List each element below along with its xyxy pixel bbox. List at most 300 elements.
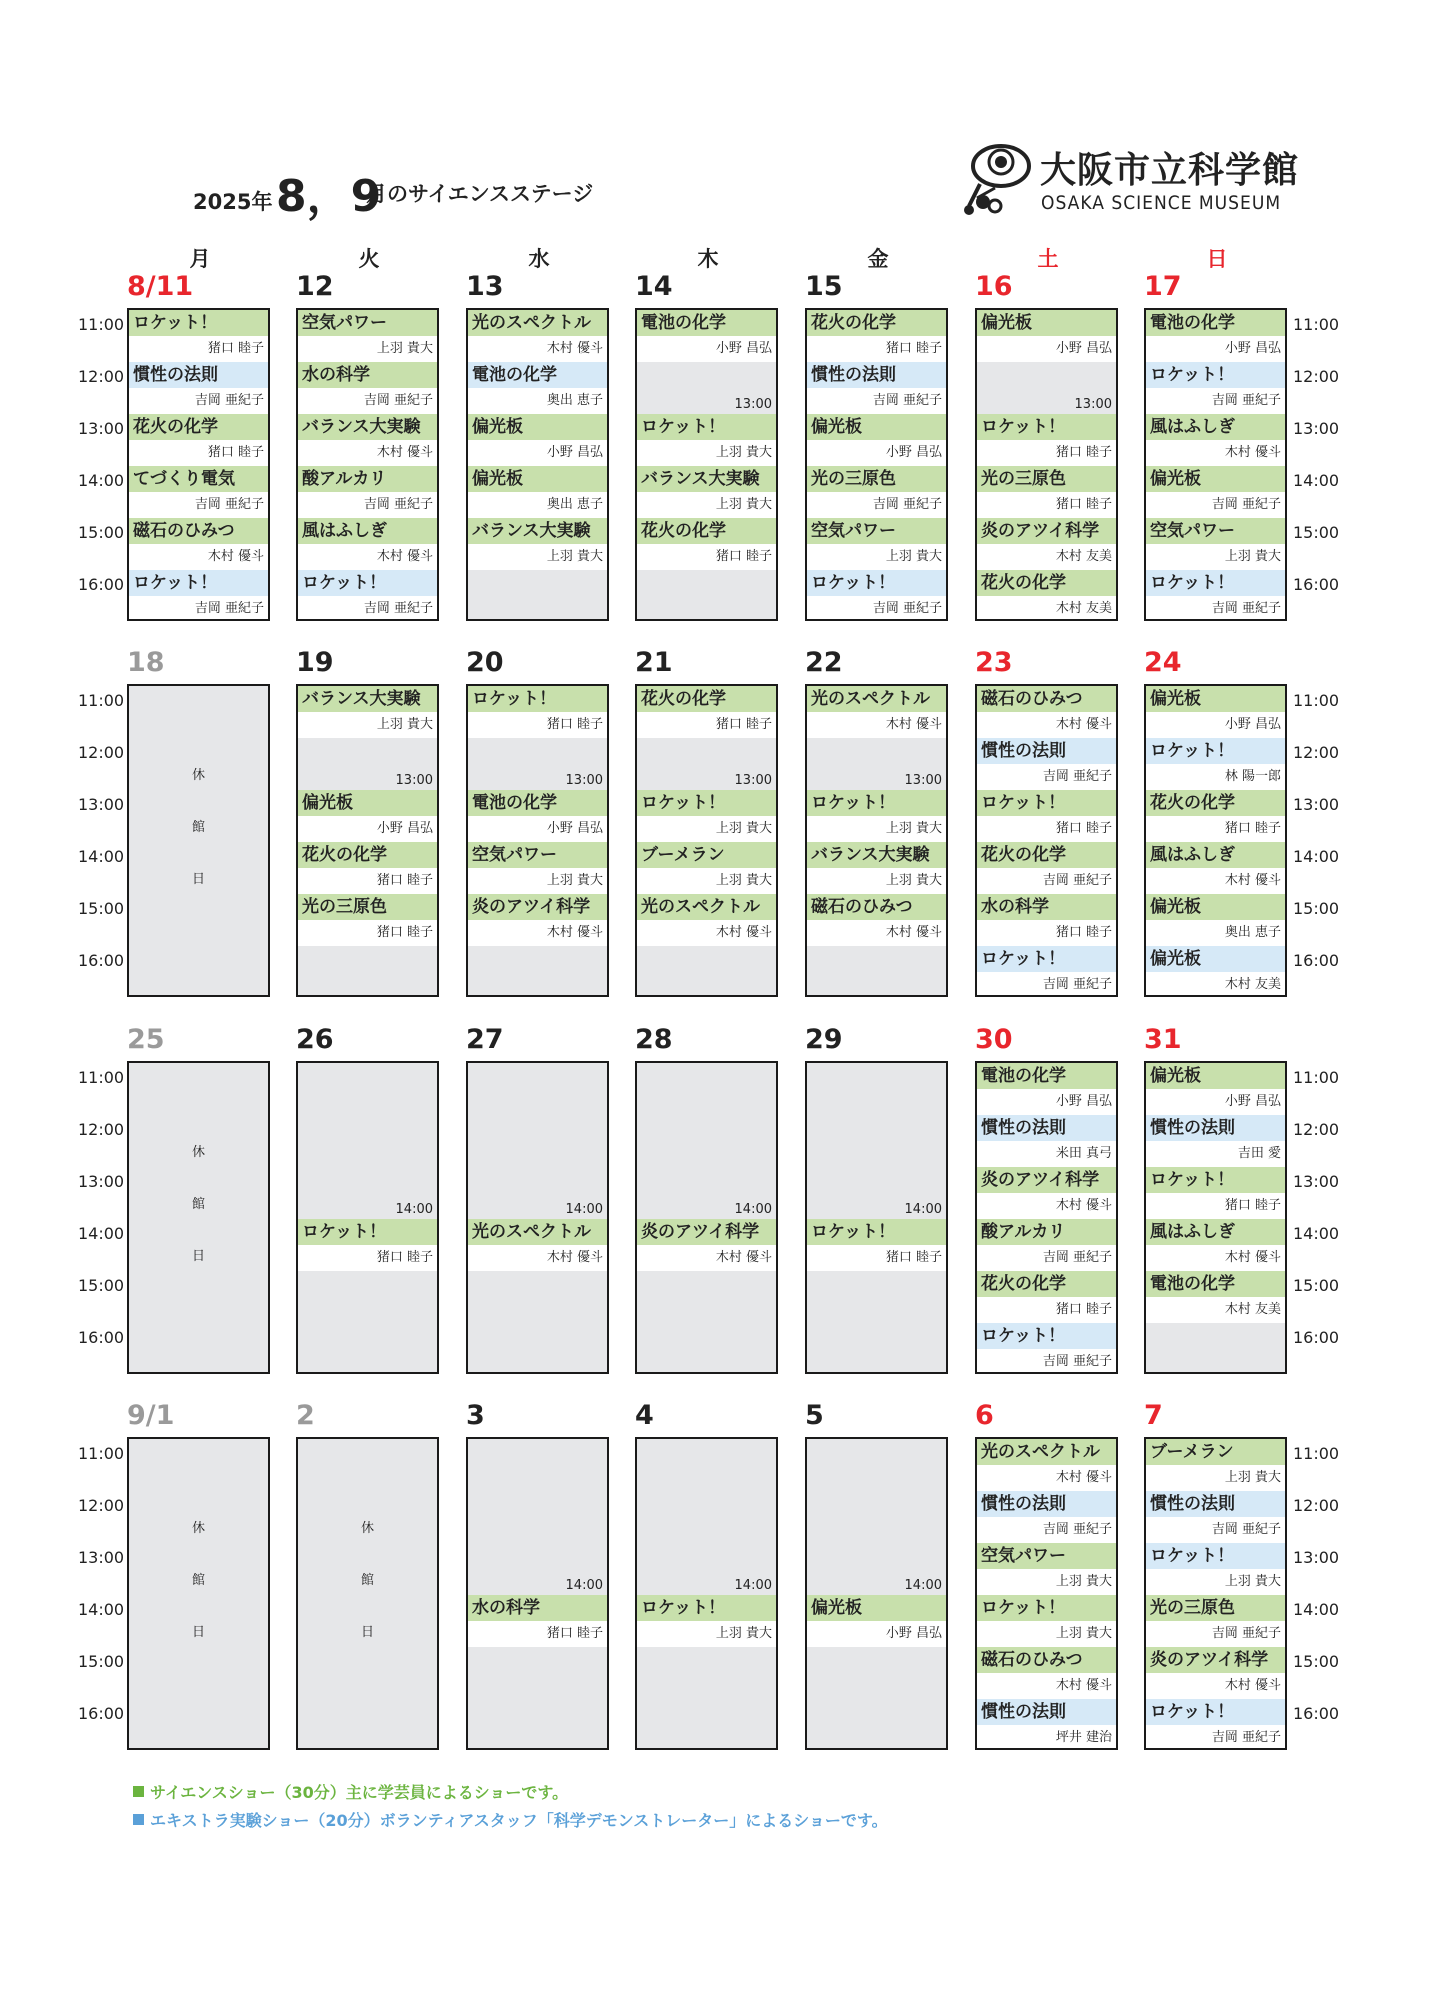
presenter-name: 木村 優斗 — [807, 920, 946, 946]
time-label-left: 15:00 — [78, 899, 125, 918]
presenter-name: 吉岡 亜紀子 — [977, 972, 1116, 997]
show-title: ブーメラン — [1146, 1439, 1285, 1465]
show-slot — [977, 1219, 1116, 1271]
empty-slot — [1146, 1323, 1285, 1374]
time-label-left: 13:00 — [78, 1548, 125, 1567]
presenter-name: 上羽 貴大 — [977, 1621, 1116, 1647]
day-cell — [1144, 684, 1287, 997]
weekday-header: 水 — [528, 247, 550, 271]
date-number: 27 — [466, 1024, 504, 1055]
day-cell — [635, 684, 778, 997]
show-slot — [637, 466, 776, 518]
date-number: 20 — [466, 647, 504, 678]
presenter-name: 上羽 貴大 — [1146, 1465, 1285, 1491]
show-title: 光のスペクトル — [977, 1439, 1116, 1465]
time-label-left: 11:00 — [78, 1444, 125, 1463]
presenter-name: 上羽 貴大 — [807, 816, 946, 842]
show-title: 電池の化学 — [977, 1063, 1116, 1089]
day-cell — [296, 308, 439, 621]
show-title: 電池の化学 — [1146, 1271, 1285, 1297]
show-title: 磁石のひみつ — [977, 1647, 1116, 1673]
title-rest: 月のサイエンスステージ — [366, 182, 594, 206]
show-slot — [468, 1595, 607, 1647]
show-title: バランス大実験 — [807, 842, 946, 868]
no-show-period — [637, 1647, 776, 1750]
empty-slot — [807, 946, 946, 997]
no-show-period — [637, 362, 776, 414]
day-cell — [975, 1437, 1118, 1750]
show-title: 炎のアツイ科学 — [977, 518, 1116, 544]
show-slot — [298, 570, 437, 621]
date-number: 22 — [805, 647, 843, 678]
presenter-name: 小野 昌弘 — [1146, 712, 1285, 738]
time-label-right: 13:00 — [1293, 795, 1340, 814]
show-title: 風はふしぎ — [1146, 1219, 1285, 1245]
presenter-name: 木村 優斗 — [1146, 440, 1285, 466]
start-time-note: 14:00 — [395, 1202, 433, 1217]
start-time-note: 13:00 — [565, 773, 603, 788]
show-slot — [1146, 1543, 1285, 1595]
time-label-right: 11:00 — [1293, 1444, 1340, 1463]
day-cell — [805, 684, 948, 997]
presenter-name: 吉岡 亜紀子 — [977, 1245, 1116, 1271]
time-label-right: 15:00 — [1293, 899, 1340, 918]
show-slot — [1146, 738, 1285, 790]
presenter-name: 吉岡 亜紀子 — [977, 868, 1116, 894]
time-label-right: 15:00 — [1293, 523, 1340, 542]
weekday-header: 木 — [697, 247, 719, 271]
show-title: ロケット！ — [298, 570, 437, 596]
time-label-right: 16:00 — [1293, 575, 1340, 594]
show-slot — [637, 414, 776, 466]
show-slot — [129, 362, 268, 414]
presenter-name: 吉岡 亜紀子 — [298, 596, 437, 621]
presenter-name: 木村 優斗 — [298, 440, 437, 466]
show-slot — [977, 1439, 1116, 1491]
show-title: ロケット！ — [129, 310, 268, 336]
weekday-header: 月 — [189, 247, 211, 271]
show-title: 空気パワー — [807, 518, 946, 544]
day-cell — [635, 308, 778, 621]
time-label-right: 15:00 — [1293, 1276, 1340, 1295]
closed-day-text: 休 — [191, 768, 205, 783]
time-label-right: 13:00 — [1293, 419, 1340, 438]
time-label-left: 11:00 — [78, 1068, 125, 1087]
show-title: 炎のアツイ科学 — [977, 1167, 1116, 1193]
show-title: 空気パワー — [468, 842, 607, 868]
time-label-left: 12:00 — [78, 743, 125, 762]
no-show-period — [468, 1271, 607, 1374]
show-slot — [637, 790, 776, 842]
title-year: 2025年 — [193, 190, 273, 214]
show-slot — [637, 842, 776, 894]
title-months: 8，9 — [276, 171, 382, 222]
presenter-name: 木村 優斗 — [1146, 1673, 1285, 1699]
show-slot — [977, 790, 1116, 842]
show-title: バランス大実験 — [298, 686, 437, 712]
show-slot — [977, 894, 1116, 946]
presenter-name: 木村 友美 — [977, 596, 1116, 621]
show-slot — [807, 790, 946, 842]
show-title: 花火の化学 — [637, 518, 776, 544]
show-slot — [977, 570, 1116, 621]
show-title: ロケット！ — [1146, 1699, 1285, 1725]
show-title: ロケット！ — [807, 790, 946, 816]
date-number: 23 — [975, 647, 1013, 678]
show-title: 炎のアツイ科学 — [1146, 1647, 1285, 1673]
show-title: 慣性の法則 — [977, 1491, 1116, 1517]
presenter-name: 吉岡 亜紀子 — [807, 596, 946, 621]
day-cell — [805, 1437, 948, 1750]
blue-square-icon — [133, 1814, 144, 1825]
presenter-name: 猪口 睦子 — [298, 868, 437, 894]
day-cell — [466, 1061, 609, 1374]
presenter-name: 奥出 恵子 — [468, 388, 607, 414]
show-title: 偏光板 — [1146, 946, 1285, 972]
presenter-name: 小野 昌弘 — [298, 816, 437, 842]
day-cell — [1144, 1061, 1287, 1374]
presenter-name: 木村 友美 — [1146, 1297, 1285, 1323]
date-number: 15 — [805, 271, 843, 302]
show-title: 風はふしぎ — [298, 518, 437, 544]
time-label-left: 14:00 — [78, 1600, 125, 1619]
show-title: ロケット！ — [1146, 738, 1285, 764]
date-number: 29 — [805, 1024, 843, 1055]
show-title: てづくり電気 — [129, 466, 268, 492]
show-slot — [807, 570, 946, 621]
show-title: 偏光板 — [807, 414, 946, 440]
show-slot — [977, 1543, 1116, 1595]
show-slot — [1146, 1491, 1285, 1543]
show-title: 酸アルカリ — [977, 1219, 1116, 1245]
presenter-name: 木村 優斗 — [637, 920, 776, 946]
presenter-name: 上羽 貴大 — [298, 336, 437, 362]
show-title: 光の三原色 — [1146, 1595, 1285, 1621]
show-slot — [1146, 362, 1285, 414]
show-slot — [1146, 790, 1285, 842]
date-number: 25 — [127, 1024, 165, 1055]
no-show-period — [807, 738, 946, 790]
presenter-name: 猪口 睦子 — [298, 920, 437, 946]
show-slot — [637, 894, 776, 946]
show-title: 光のスペクトル — [637, 894, 776, 920]
green-square-icon — [133, 1786, 144, 1797]
show-slot — [807, 518, 946, 570]
no-show-period — [637, 1063, 776, 1219]
show-title: 風はふしぎ — [1146, 842, 1285, 868]
show-title: 光の三原色 — [807, 466, 946, 492]
show-slot — [468, 790, 607, 842]
time-label-left: 15:00 — [78, 1276, 125, 1295]
presenter-name: 吉岡 亜紀子 — [977, 764, 1116, 790]
show-title: ロケット！ — [807, 570, 946, 596]
time-label-right: 16:00 — [1293, 1328, 1340, 1347]
time-label-right: 14:00 — [1293, 1600, 1340, 1619]
presenter-name: 木村 友美 — [1146, 972, 1285, 997]
show-title: 慣性の法則 — [807, 362, 946, 388]
show-title: 空気パワー — [298, 310, 437, 336]
show-slot — [1146, 842, 1285, 894]
presenter-name: 猪口 睦子 — [129, 440, 268, 466]
show-slot — [468, 310, 607, 362]
show-title: 花火の化学 — [1146, 790, 1285, 816]
day-cell — [127, 308, 270, 621]
closed-day-text: 日 — [191, 1249, 205, 1264]
show-title: 慣性の法則 — [977, 1115, 1116, 1141]
show-slot — [298, 790, 437, 842]
show-slot — [807, 842, 946, 894]
show-slot — [977, 1167, 1116, 1219]
presenter-name: 猪口 睦子 — [129, 336, 268, 362]
day-cell — [296, 1437, 439, 1750]
presenter-name: 小野 昌弘 — [1146, 336, 1285, 362]
show-slot — [298, 842, 437, 894]
time-label-left: 13:00 — [78, 795, 125, 814]
show-slot — [1146, 1271, 1285, 1323]
show-slot — [1146, 1595, 1285, 1647]
show-slot — [977, 1491, 1116, 1543]
show-title: 花火の化学 — [977, 1271, 1116, 1297]
show-slot — [637, 686, 776, 738]
closed-day-text: 館 — [191, 820, 205, 835]
show-slot — [1146, 1063, 1285, 1115]
date-number: 13 — [466, 271, 504, 302]
time-label-right: 16:00 — [1293, 951, 1340, 970]
day-cell — [127, 1437, 270, 1750]
show-title: 磁石のひみつ — [977, 686, 1116, 712]
time-label-left: 14:00 — [78, 847, 125, 866]
show-slot — [129, 310, 268, 362]
time-label-right: 14:00 — [1293, 471, 1340, 490]
show-title: 慣性の法則 — [1146, 1491, 1285, 1517]
show-slot — [977, 518, 1116, 570]
presenter-name: 猪口 睦子 — [1146, 816, 1285, 842]
show-title: バランス大実験 — [468, 518, 607, 544]
show-slot — [807, 1595, 946, 1647]
no-show-period — [468, 1063, 607, 1219]
show-title: 光のスペクトル — [807, 686, 946, 712]
show-slot — [1146, 1699, 1285, 1750]
show-slot — [637, 310, 776, 362]
time-label-left: 12:00 — [78, 1496, 125, 1515]
date-number: 17 — [1144, 271, 1182, 302]
show-title: 慣性の法則 — [977, 1699, 1116, 1725]
presenter-name: 奥出 恵子 — [468, 492, 607, 518]
show-slot — [637, 518, 776, 570]
show-title: 光の三原色 — [977, 466, 1116, 492]
show-slot — [637, 1219, 776, 1271]
legend-green-text: サイエンスショー（30分）主に学芸員によるショーです。 — [150, 1783, 569, 1802]
show-slot — [977, 1647, 1116, 1699]
day-cell — [1144, 308, 1287, 621]
show-title: 偏光板 — [1146, 466, 1285, 492]
presenter-name: 吉岡 亜紀子 — [1146, 492, 1285, 518]
show-title: 電池の化学 — [637, 310, 776, 336]
show-slot — [977, 310, 1116, 362]
presenter-name: 吉岡 亜紀子 — [977, 1349, 1116, 1374]
show-slot — [468, 686, 607, 738]
day-cell — [975, 308, 1118, 621]
presenter-name: 木村 優斗 — [468, 1245, 607, 1271]
show-slot — [298, 310, 437, 362]
presenter-name: 吉田 愛 — [1146, 1141, 1285, 1167]
presenter-name: 木村 優斗 — [1146, 868, 1285, 894]
show-slot — [977, 738, 1116, 790]
day-cell — [127, 684, 270, 997]
closed-day-text: 休 — [191, 1145, 205, 1160]
show-slot — [977, 1063, 1116, 1115]
show-title: 空気パワー — [977, 1543, 1116, 1569]
show-slot — [807, 414, 946, 466]
day-cell — [975, 684, 1118, 997]
time-label-left: 16:00 — [78, 575, 125, 594]
time-label-right: 11:00 — [1293, 315, 1340, 334]
show-slot — [1146, 1115, 1285, 1167]
weekday-header: 日 — [1206, 247, 1228, 271]
date-number: 21 — [635, 647, 673, 678]
date-number: 2 — [296, 1400, 315, 1431]
no-show-period — [807, 1063, 946, 1219]
weekday-header: 土 — [1037, 247, 1059, 271]
show-title: ロケット！ — [637, 790, 776, 816]
time-label-left: 11:00 — [78, 315, 125, 334]
show-title: 慣性の法則 — [129, 362, 268, 388]
no-show-period — [298, 1063, 437, 1219]
presenter-name: 木村 優斗 — [129, 544, 268, 570]
show-title: 慣性の法則 — [1146, 1115, 1285, 1141]
empty-slot — [637, 946, 776, 997]
presenter-name: 木村 優斗 — [1146, 1245, 1285, 1271]
show-slot — [468, 1219, 607, 1271]
show-title: ロケット！ — [129, 570, 268, 596]
show-title: 電池の化学 — [1146, 310, 1285, 336]
presenter-name: 猪口 睦子 — [1146, 1193, 1285, 1219]
presenter-name: 猪口 睦子 — [977, 492, 1116, 518]
presenter-name: 木村 優斗 — [298, 544, 437, 570]
empty-slot — [468, 570, 607, 621]
presenter-name: 小野 昌弘 — [468, 440, 607, 466]
show-title: ロケット！ — [468, 686, 607, 712]
show-slot — [977, 466, 1116, 518]
time-label-left: 11:00 — [78, 691, 125, 710]
show-slot — [807, 1219, 946, 1271]
day-cell — [635, 1061, 778, 1374]
legend-green — [133, 1780, 568, 1803]
time-label-left: 15:00 — [78, 1652, 125, 1671]
presenter-name: 小野 昌弘 — [468, 816, 607, 842]
show-title: 電池の化学 — [468, 362, 607, 388]
no-show-period — [637, 1271, 776, 1374]
show-slot — [1146, 946, 1285, 997]
start-time-note: 14:00 — [734, 1202, 772, 1217]
show-title: 偏光板 — [468, 414, 607, 440]
show-title: 花火の化学 — [977, 842, 1116, 868]
presenter-name: 上羽 貴大 — [1146, 544, 1285, 570]
show-slot — [977, 842, 1116, 894]
presenter-name: 吉岡 亜紀子 — [807, 388, 946, 414]
start-time-note: 14:00 — [565, 1202, 603, 1217]
show-slot — [1146, 1439, 1285, 1491]
no-show-period — [637, 1439, 776, 1595]
no-show-period — [298, 738, 437, 790]
show-title: 偏光板 — [1146, 894, 1285, 920]
empty-slot — [468, 946, 607, 997]
presenter-name: 林 陽一郎 — [1146, 764, 1285, 790]
show-slot — [977, 946, 1116, 997]
show-slot — [1146, 1647, 1285, 1699]
empty-slot — [637, 570, 776, 621]
date-number: 14 — [635, 271, 673, 302]
day-cell — [635, 1437, 778, 1750]
start-time-note: 14:00 — [565, 1578, 603, 1593]
date-number: 12 — [296, 271, 334, 302]
time-label-right: 11:00 — [1293, 1068, 1340, 1087]
show-slot — [1146, 1167, 1285, 1219]
show-title: ロケット！ — [977, 1323, 1116, 1349]
time-label-right: 15:00 — [1293, 1652, 1340, 1671]
presenter-name: 猪口 睦子 — [468, 712, 607, 738]
legend-blue — [133, 1808, 888, 1831]
presenter-name: 小野 昌弘 — [977, 336, 1116, 362]
presenter-name: 木村 優斗 — [468, 920, 607, 946]
show-slot — [1146, 518, 1285, 570]
no-show-period — [468, 1439, 607, 1595]
presenter-name: 小野 昌弘 — [637, 336, 776, 362]
presenter-name: 上羽 貴大 — [637, 868, 776, 894]
presenter-name: 小野 昌弘 — [1146, 1089, 1285, 1115]
presenter-name: 猪口 睦子 — [807, 1245, 946, 1271]
day-cell — [296, 684, 439, 997]
show-title: ロケット！ — [298, 1219, 437, 1245]
presenter-name: 吉岡 亜紀子 — [1146, 1621, 1285, 1647]
day-cell — [466, 308, 609, 621]
show-title: ロケット！ — [1146, 570, 1285, 596]
closed-day-text: 館 — [360, 1573, 374, 1588]
no-show-period — [807, 1439, 946, 1595]
day-cell — [805, 308, 948, 621]
show-title: 花火の化学 — [807, 310, 946, 336]
presenter-name: 吉岡 亜紀子 — [1146, 1725, 1285, 1750]
no-show-period — [977, 362, 1116, 414]
show-title: 花火の化学 — [977, 570, 1116, 596]
day-cell — [466, 684, 609, 997]
show-slot — [129, 570, 268, 621]
presenter-name: 猪口 睦子 — [977, 440, 1116, 466]
presenter-name: 吉岡 亜紀子 — [298, 388, 437, 414]
closed-day-text: 日 — [360, 1625, 374, 1640]
closed-day-text: 日 — [191, 872, 205, 887]
date-number: 7 — [1144, 1400, 1163, 1431]
show-slot — [298, 466, 437, 518]
time-label-right: 13:00 — [1293, 1548, 1340, 1567]
show-title: ロケット！ — [1146, 1543, 1285, 1569]
presenter-name: 上羽 貴大 — [637, 492, 776, 518]
time-label-right: 16:00 — [1293, 1704, 1340, 1723]
show-slot — [468, 518, 607, 570]
presenter-name: 小野 昌弘 — [977, 1089, 1116, 1115]
show-title: 偏光板 — [468, 466, 607, 492]
presenter-name: 猪口 睦子 — [977, 816, 1116, 842]
presenter-name: 猪口 睦子 — [977, 1297, 1116, 1323]
show-title: バランス大実験 — [637, 466, 776, 492]
presenter-name: 猪口 睦子 — [637, 544, 776, 570]
time-label-left: 14:00 — [78, 471, 125, 490]
presenter-name: 小野 昌弘 — [807, 440, 946, 466]
time-label-right: 14:00 — [1293, 847, 1340, 866]
presenter-name: 上羽 貴大 — [637, 440, 776, 466]
start-time-note: 14:00 — [904, 1578, 942, 1593]
presenter-name: 猪口 睦子 — [468, 1621, 607, 1647]
